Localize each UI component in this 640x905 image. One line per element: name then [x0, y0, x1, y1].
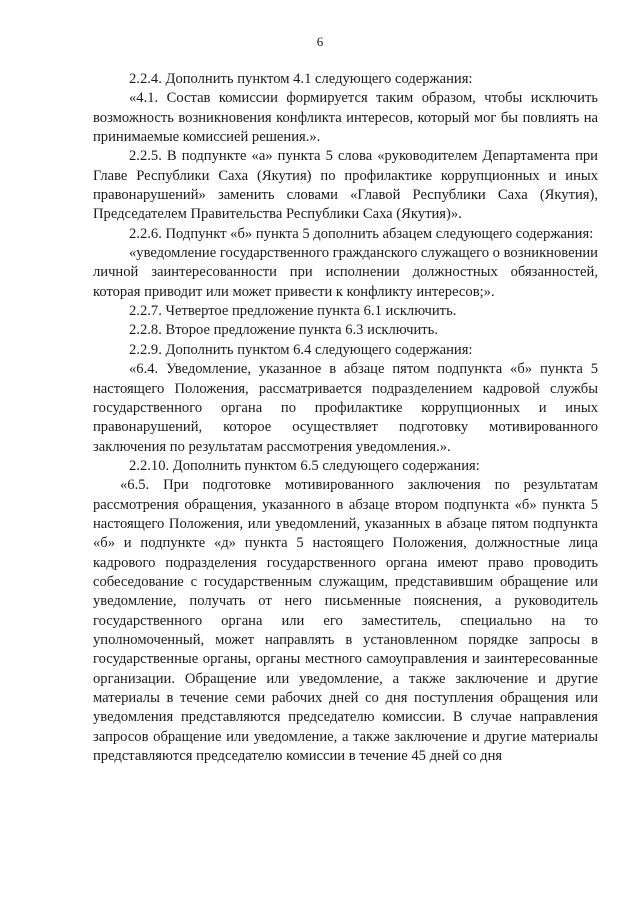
paragraph-notification-text: «уведомление государственного гражданского служащего о возникновении личной заинтересованности при исполнении должностных обязанностей, которая приводит или может привести к конфликту интересов;».: [93, 245, 598, 300]
page-number: 6: [316, 34, 324, 49]
paragraph-4-1-text: «4.1. Состав комиссии формируется таким образом, чтобы исключить возможность возникновения конфликта интересов, который мог бы повлиять на принимаемые комиссией решения.».: [93, 90, 598, 146]
document-body: [93, 70, 598, 766]
paragraph-6-5-text: «6.5. При подготовке мотивированного заключения по результатам рассмотрения обращения, указанного в абзаце втором подпункта «б» пункта 5 настоящего Положения, или уведомлений, указанных в абзаце пятом подпункта «б» и подпункте «д» пункта 5 настоящего Положения, должностные лица кадрового подразделения государственного органа имеют право проводить собеседование с государственным служащим, представившим обращение или уведомление, получать от него письменные пояснения, а руководитель государственного органа или его заместитель, специально на то уполномоченный, может направлять в установленном порядке запросы в государственные органы, органы местного самоуправления и заинтересованные организации. Обращение или уведомление, а также заключение и другие материалы в течение семи рабочих дней со дня поступления обращения или уведомления представляются председателю комиссии. В случае направления запросов обращение или уведомление, а также заключение и другие материалы представляются председателю комиссии в течение 45 дней со дня: [93, 477, 598, 765]
paragraph-2-2-6: 2.2.6. Подпункт «б» пункта 5 дополнить абзацем следующего содержания:: [129, 225, 594, 242]
paragraph-2-2-8: 2.2.8. Второе предложение пункта 6.3 исключить.: [129, 322, 438, 339]
paragraph-2-2-5: 2.2.5. В подпункте «а» пункта 5 слова «руководителем Департамента при Главе Республики Саха (Якутия) по профилактике коррупционных и иных правонарушений» заменить словами «Главой Республики Саха (Якутия), Председателем Правительства Республики Саха (Якутия)».: [93, 148, 598, 223]
paragraph-6-4-text: «6.4. Уведомление, указанное в абзаце пятом подпункта «б» пункта 5 настоящего Положения, рассматривается подразделением кадровой службы государственного органа по профилактике коррупционных и иных правонарушений, которое осуществляет подготовку мотивированного заключения по результатам рассмотрения уведомления.».: [93, 361, 598, 455]
paragraph-2-2-4: 2.2.4. Дополнить пунктом 4.1 следующего содержания:: [129, 71, 473, 87]
paragraph-2-2-9: 2.2.9. Дополнить пунктом 6.4 следующего содержания:: [129, 341, 473, 358]
paragraph-2-2-10: 2.2.10. Дополнить пунктом 6.5 следующего содержания:: [129, 457, 480, 474]
paragraph-2-2-7: 2.2.7. Четвертое предложение пункта 6.1 исключить.: [129, 303, 457, 320]
